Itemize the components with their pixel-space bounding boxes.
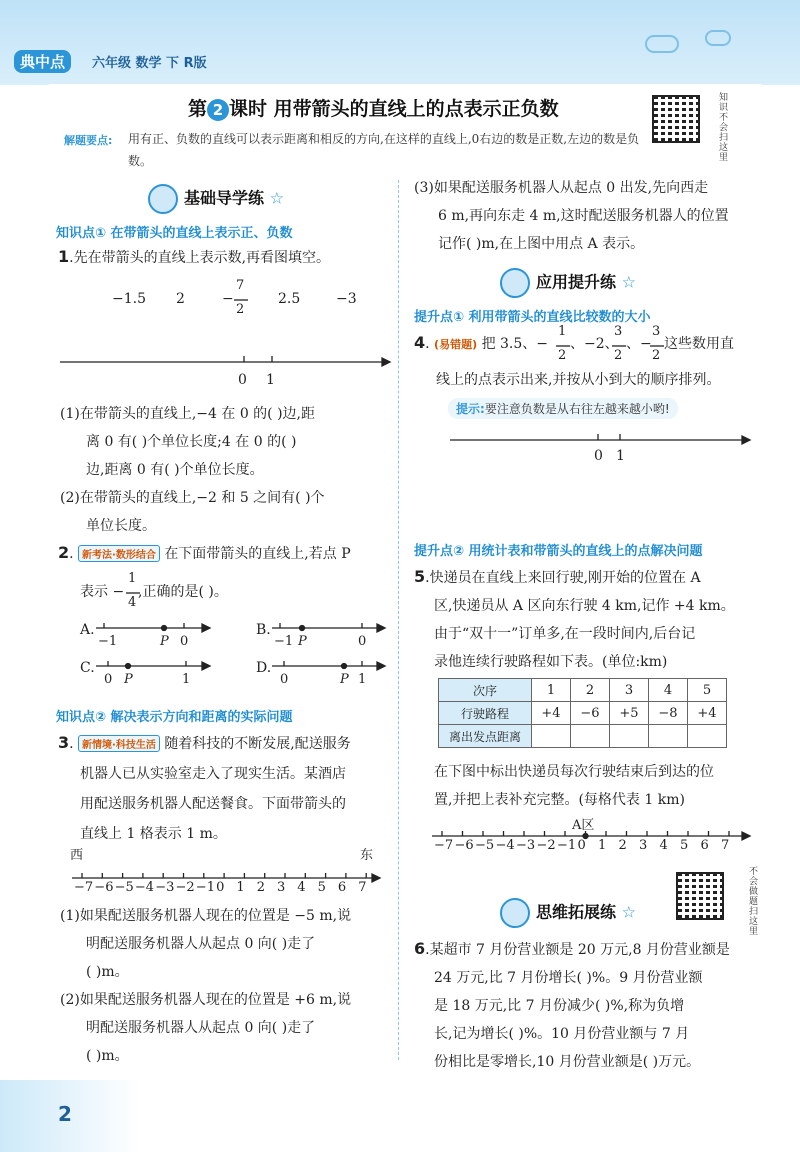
q2-stem: 2. 新考法·数形结合 在下面带箭头的直线上,若点 P — [58, 543, 351, 562]
tick-label: 0 — [577, 838, 586, 853]
table-cell: +4 — [688, 702, 727, 725]
tick-label: −7 — [74, 880, 94, 895]
q4-stem-c: 、− — [626, 336, 652, 352]
improve-point-1: 提升点① 利用带箭头的直线比较数的大小 — [414, 310, 651, 325]
improve-point-2: 提升点② 用统计表和带箭头的直线上的点解决问题 — [414, 544, 703, 559]
star-icon: ☆ — [621, 272, 636, 292]
tick-label: 5 — [317, 880, 326, 895]
q3-tag: 新情境·科技生活 — [78, 735, 160, 752]
q2-frac-n: 1 — [128, 571, 137, 586]
q2-frac-d: 4 — [128, 595, 137, 610]
q1-axis-1: 1 — [266, 372, 275, 388]
q1-p1c: 边,距离 0 有( )个单位长度。 — [86, 462, 264, 478]
q3-p2a: (2)如果配送服务机器人现在的位置是 +6 m,说 — [60, 992, 352, 1008]
q4-hint: 提示:要注意负数是从右往左越来越小哟! — [448, 398, 678, 419]
star-icon: ☆ — [621, 902, 636, 922]
q6-l3: 是 18 万元,比 7 月份减少( )%,称为负增 — [434, 998, 685, 1014]
knowledge-point-1: 知识点① 在带箭头的直线上表示正、负数 — [56, 226, 293, 241]
tips-text: 用有正、负数的直线可以表示距离和相反的方向,在这样的直线上,0右边的数是正数,左边的数是负数。 — [128, 132, 640, 168]
q5-l2: 区,快递员从 A 区向东行驶 4 km,记作 +4 km。 — [434, 598, 735, 614]
west-label: 西 — [70, 848, 84, 863]
tick-label: 4 — [297, 880, 306, 895]
tick-label: −7 — [434, 838, 454, 853]
tick-label: −3 — [516, 838, 536, 853]
tick-label: 6 — [337, 880, 347, 895]
tick-label: −1 — [195, 880, 215, 895]
q2-opt-d-r: 1 — [358, 672, 367, 687]
q2-opt-c-r: 1 — [182, 672, 191, 687]
q2-opt-c-l: 0 — [104, 672, 113, 687]
q2-opt-b-l: −1 — [274, 634, 294, 649]
table-cell: 2 — [571, 679, 610, 702]
table-cell: 5 — [688, 679, 727, 702]
q4-f1d: 2 — [558, 348, 567, 363]
tick-label: 3 — [639, 838, 648, 853]
arrow-icon — [377, 624, 385, 632]
q2-tag: 新考法·数形结合 — [78, 545, 160, 562]
table-cell: +5 — [610, 702, 649, 725]
q2-opt-d-l: 0 — [280, 672, 289, 687]
q6-l4: 长,记为增长( )%。10 月份营业额与 7 月 — [434, 1026, 690, 1042]
page-number: 2 — [58, 1102, 72, 1126]
tick-label: 7 — [358, 880, 367, 895]
tick-label: −3 — [155, 880, 175, 895]
q3-l1: 3. 新情境·科技生活 随着科技的不断发展,配送服务 — [58, 733, 351, 752]
tick-label: 0 — [216, 880, 225, 895]
table-cell: −8 — [649, 702, 688, 725]
q2-opt-b-letter[interactable]: B. — [256, 622, 271, 638]
q4-f1n: 1 — [558, 324, 567, 339]
arrow-icon — [372, 874, 380, 882]
q4-axis-0: 0 — [594, 448, 603, 464]
q4-f2d: 2 — [614, 348, 623, 363]
tick-label: 6 — [700, 838, 709, 853]
tick-label: 1 — [236, 880, 245, 895]
arrow-icon — [742, 436, 750, 444]
q2-stem2: 表示 − — [80, 584, 125, 600]
q2-opt-b-r: 0 — [358, 634, 367, 649]
arrow-icon — [377, 662, 385, 670]
lesson-number-badge: 2 — [207, 99, 229, 121]
section-apply: 应用提升练 ☆ — [500, 268, 636, 298]
brand-logo: 典中点 — [14, 50, 71, 73]
tick-label: −5 — [475, 838, 495, 853]
tick-label: −4 — [134, 880, 155, 895]
knowledge-point-2: 知识点② 解决表示方向和距离的实际问题 — [56, 710, 293, 725]
table-cell: 3 — [610, 679, 649, 702]
arrow-icon — [382, 358, 390, 366]
q2-opt-a-p: P — [160, 634, 169, 649]
q2-opt-a-l: −1 — [98, 634, 118, 649]
q6-l5: 份相比是零增长,10 月份营业额是( )万元。 — [434, 1054, 701, 1070]
q3-p1a: (1)如果配送服务机器人现在的位置是 −5 m,说 — [60, 908, 352, 924]
table-cell: 4 — [649, 679, 688, 702]
q5-l6: 置,并把上表补充完整。(每格代表 1 km) — [434, 792, 685, 808]
east-label: 东 — [360, 848, 374, 863]
q6-l2: 24 万元,比 7 月份增长( )%。9 月份营业额 — [434, 970, 703, 986]
q2-opt-c-p: P — [124, 672, 133, 687]
tick-label: 1 — [598, 838, 607, 853]
tick-label: −6 — [454, 838, 474, 853]
tick-label: −6 — [94, 880, 114, 895]
lesson-title: 第 2 课时 用带箭头的直线上的点表示正负数 — [188, 98, 559, 120]
tick-label: 2 — [256, 880, 265, 895]
q4-tag: (易错题) — [434, 338, 478, 351]
q4-stem-d: 这些数用直 — [664, 336, 734, 352]
tick-label: 5 — [680, 838, 689, 853]
table-header-offset: 离出发点距离 — [439, 725, 532, 748]
q3-p2c: ( )m。 — [86, 1048, 129, 1064]
q2-stem2b: ,正确的是( )。 — [138, 584, 228, 600]
tick-label: 2 — [618, 838, 627, 853]
q5-l4: 录他连续行驶路程如下表。(单位:km) — [434, 654, 668, 670]
q1-axis-0: 0 — [238, 372, 247, 388]
table-header-distance: 行驶路程 — [439, 702, 532, 725]
table-header-order: 次序 — [439, 679, 532, 702]
q3-p3c: 记作( )m,在上图中用点 A 表示。 — [438, 236, 645, 252]
arrow-icon — [202, 624, 210, 632]
q4-f2n: 3 — [614, 324, 623, 339]
q1-p1a: (1)在带箭头的直线上,−4 在 0 的( )边,距 — [60, 406, 316, 422]
q3-p3a: (3)如果配送服务机器人从起点 0 出发,先向西走 — [414, 180, 709, 196]
q4-l2: 线上的点表示出来,并按从小到大的顺序排列。 — [436, 372, 721, 388]
q1-num-b: 2 — [176, 291, 185, 307]
q4-stem-b: 、−2、 — [570, 336, 619, 352]
grade-info: 六年级 数学 下 R版 — [92, 56, 207, 71]
q3-l4: 直线上 1 格表示 1 m。 — [80, 826, 227, 842]
tick-label: −5 — [114, 880, 134, 895]
q2-opt-b-p: P — [298, 634, 307, 649]
q3-p1c: ( )m。 — [86, 964, 129, 980]
table-cell: −6 — [571, 702, 610, 725]
tick-label: 4 — [659, 838, 668, 853]
q2-opt-a-r: 0 — [180, 634, 189, 649]
q3-p3b: 6 m,再向东走 4 m,这时配送服务机器人的位置 — [438, 208, 729, 224]
q1-num-c-sign: − — [222, 291, 234, 307]
q2-opt-d-p: P — [340, 672, 349, 687]
q3-p2b: 明配送服务机器人从起点 0 向( )走了 — [86, 1020, 316, 1036]
q1-p2a: (2)在带箭头的直线上,−2 和 5 之间有( )个 — [60, 490, 325, 506]
q4-f3d: 2 — [652, 348, 661, 363]
tick-label: −1 — [557, 838, 577, 853]
q3-l3: 用配送服务机器人配送餐食。下面带箭头的 — [80, 796, 346, 812]
star-icon: ☆ — [269, 188, 284, 208]
q5-l1: 5.快递员在直线上来回行驶,刚开始的位置在 A — [414, 567, 701, 586]
q1-p1b: 离 0 有( )个单位长度;4 在 0 的( ) — [86, 434, 297, 450]
tick-label: −2 — [536, 838, 556, 853]
tick-label: 3 — [277, 880, 286, 895]
q1-num-a: −1.5 — [112, 291, 146, 307]
q5-l3: 由于“双十一”订单多,在一段时间内,后台记 — [434, 626, 696, 642]
q2-opt-c-letter[interactable]: C. — [80, 660, 95, 676]
q4-axis-1: 1 — [616, 448, 625, 464]
q3-l2: 机器人已从实验室走入了现实生活。某酒店 — [80, 766, 346, 782]
q1-stem: 1.先在带箭头的直线上表示数,再看图填空。 — [58, 247, 331, 266]
q6-l1: 6.某超市 7 月份营业额是 20 万元,8 月份营业额是 — [414, 939, 730, 958]
tick-label: 7 — [721, 838, 730, 853]
q1-p2b: 单位长度。 — [86, 518, 156, 534]
q1-num-c-num: 7 — [236, 278, 245, 293]
q1-num-d: 2.5 — [278, 291, 301, 307]
a-district-label: A区 — [572, 818, 595, 833]
section-basic: 基础导学练 ☆ — [148, 184, 284, 214]
q2-opt-d-letter[interactable]: D. — [256, 660, 272, 676]
tick-label: −4 — [495, 838, 515, 853]
q4-f3n: 3 — [652, 324, 661, 339]
tick-label: −2 — [175, 880, 195, 895]
table-cell: 1 — [532, 679, 571, 702]
section-extend: 思维拓展练 ☆ — [500, 898, 636, 928]
q4-stem: 4. (易错题) 把 3.5、− — [414, 333, 549, 352]
qr-note: 不会做题扫这里 — [747, 866, 757, 936]
a-district-point — [583, 834, 588, 839]
arrow-icon — [202, 662, 210, 670]
q1-num-c-den: 2 — [236, 302, 245, 317]
q3-p1b: 明配送服务机器人从起点 0 向( )走了 — [86, 936, 316, 952]
qr-note: 知识不会扫这里 — [717, 92, 727, 162]
tips-label: 解题要点: — [64, 134, 113, 147]
q1-num-e: −3 — [336, 291, 357, 307]
q2-opt-a-letter[interactable]: A. — [80, 622, 95, 638]
arrow-icon — [742, 832, 750, 840]
q5-l5: 在下图中标出快递员每次行驶结束后到达的位 — [434, 764, 714, 780]
table-cell: +4 — [532, 702, 571, 725]
